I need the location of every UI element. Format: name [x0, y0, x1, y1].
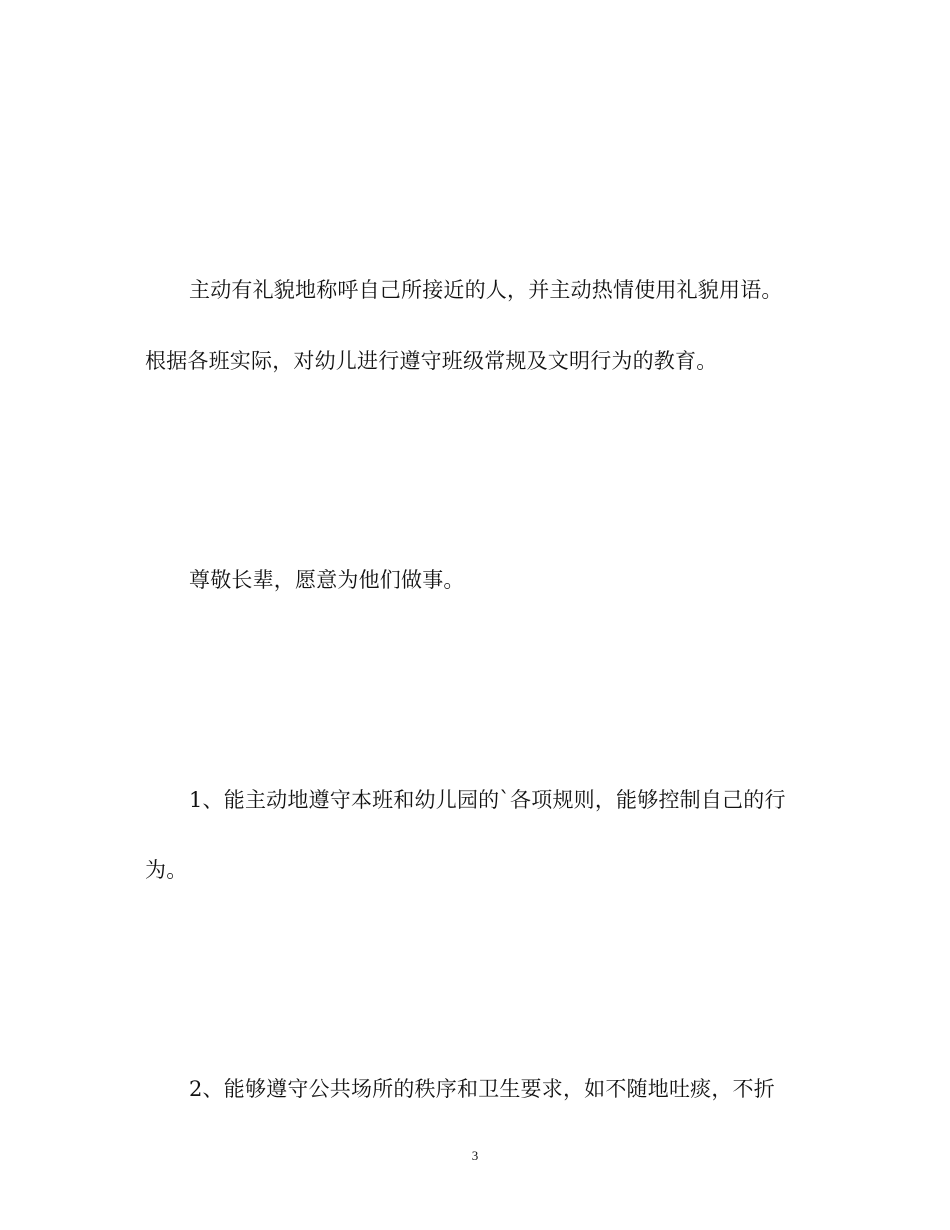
page-number: 3	[471, 1148, 479, 1163]
paragraph-line-2: 根据各班实际，对幼儿进行遵守班级常规及文明行为的教育。	[145, 349, 718, 373]
paragraph-line-3: 尊敬长辈，愿意为他们做事。	[189, 568, 465, 592]
paragraph-line-5: 为。	[145, 858, 188, 882]
paragraph-line-6: 2、能够遵守公共场所的秩序和卫生要求，如不随地吐痰，不折	[189, 1077, 775, 1101]
paragraph-line-4: 1、能主动地遵守本班和幼儿园的`各项规则，能够控制自己的行	[189, 788, 786, 812]
paragraph-line-1: 主动有礼貌地称呼自己所接近的人，并主动热情使用礼貌用语。	[189, 278, 783, 302]
